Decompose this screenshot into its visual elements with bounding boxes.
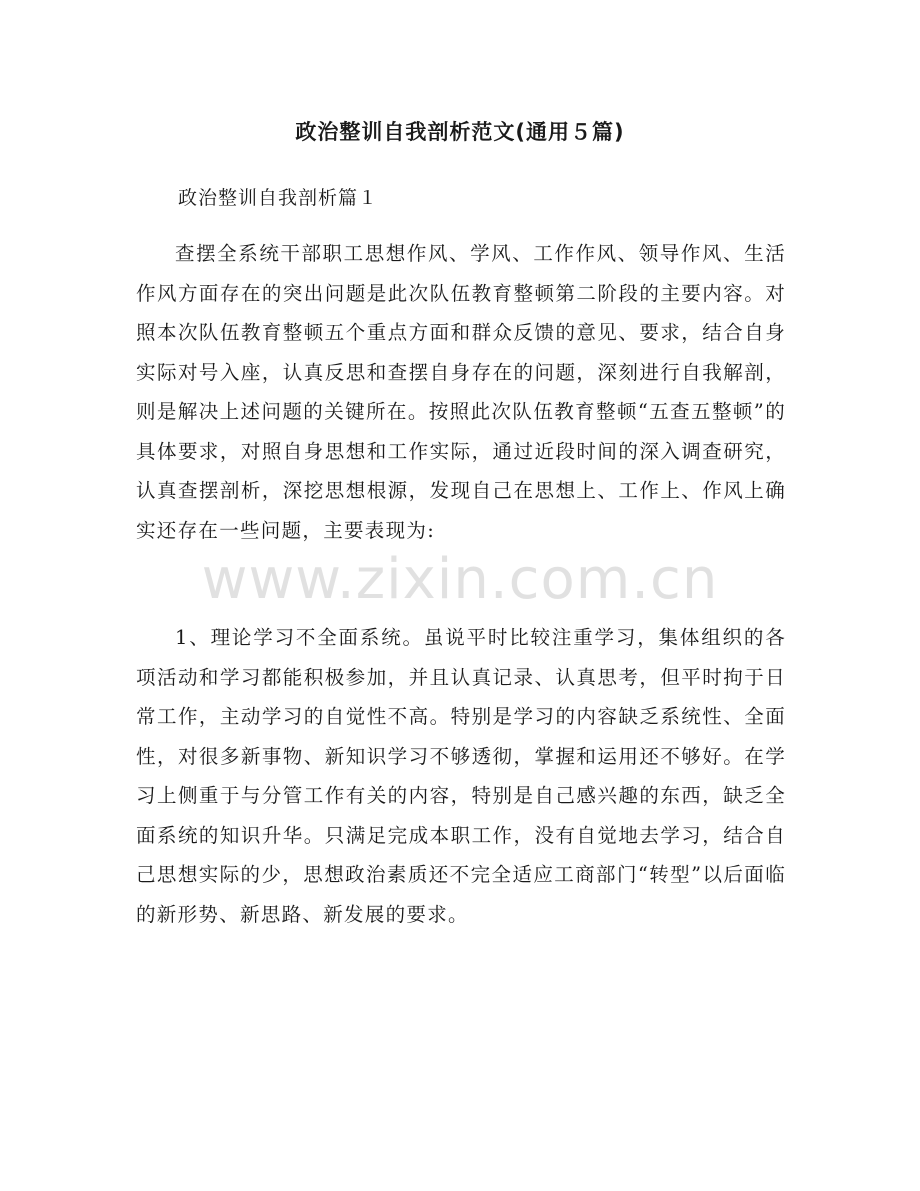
- body-paragraph-1: 查摆全系统干部职工思想作风、学风、工作作风、领导作风、生活作风方面存在的突出问题是此次队伍教育整顿第二阶段的主要内容。对照本次队伍教育整顿五个重点方面和群众反馈的意见、要求，结合自身实际对号入座，认真反思和查摆自身存在的问题，深刻进行自我解剖，则是解决上述问题的关键所在。按照此次队伍教育整顿“五查五整顿”的具体要求，对照自身思想和工作实际，通过近段时间的深入调查研究，认真查摆剖析，深挖思想根源，发现自己在思想上、工作上、作风上确实还存在一些问题，主要表现为:: [136, 242, 786, 542]
- body-paragraph-2: 1、理论学习不全面系统。虽说平时比较注重学习，集体组织的各项活动和学习都能积极参加，并且认真记录、认真思考，但平时拘于日常工作，主动学习的自觉性不高。特别是学习的内容缺乏系统性、全面性，对很多新事物、新知识学习不够透彻，掌握和运用还不够好。在学习上侧重于与分管工作有关的内容，特别是自己感兴趣的东西，缺乏全面系统的知识升华。只满足完成本职工作，没有自觉地去学习，结合自己思想实际的少，思想政治素质还不完全适应工商部门“转型”以后面临的新形势、新思路、新发展的要求。: [136, 626, 786, 926]
- section-heading: 政治整训自我剖析篇１: [178, 187, 379, 209]
- watermark: www.zixin.com.cn: [201, 547, 719, 612]
- document-title: 政治整训自我剖析范文(通用５篇): [295, 120, 625, 144]
